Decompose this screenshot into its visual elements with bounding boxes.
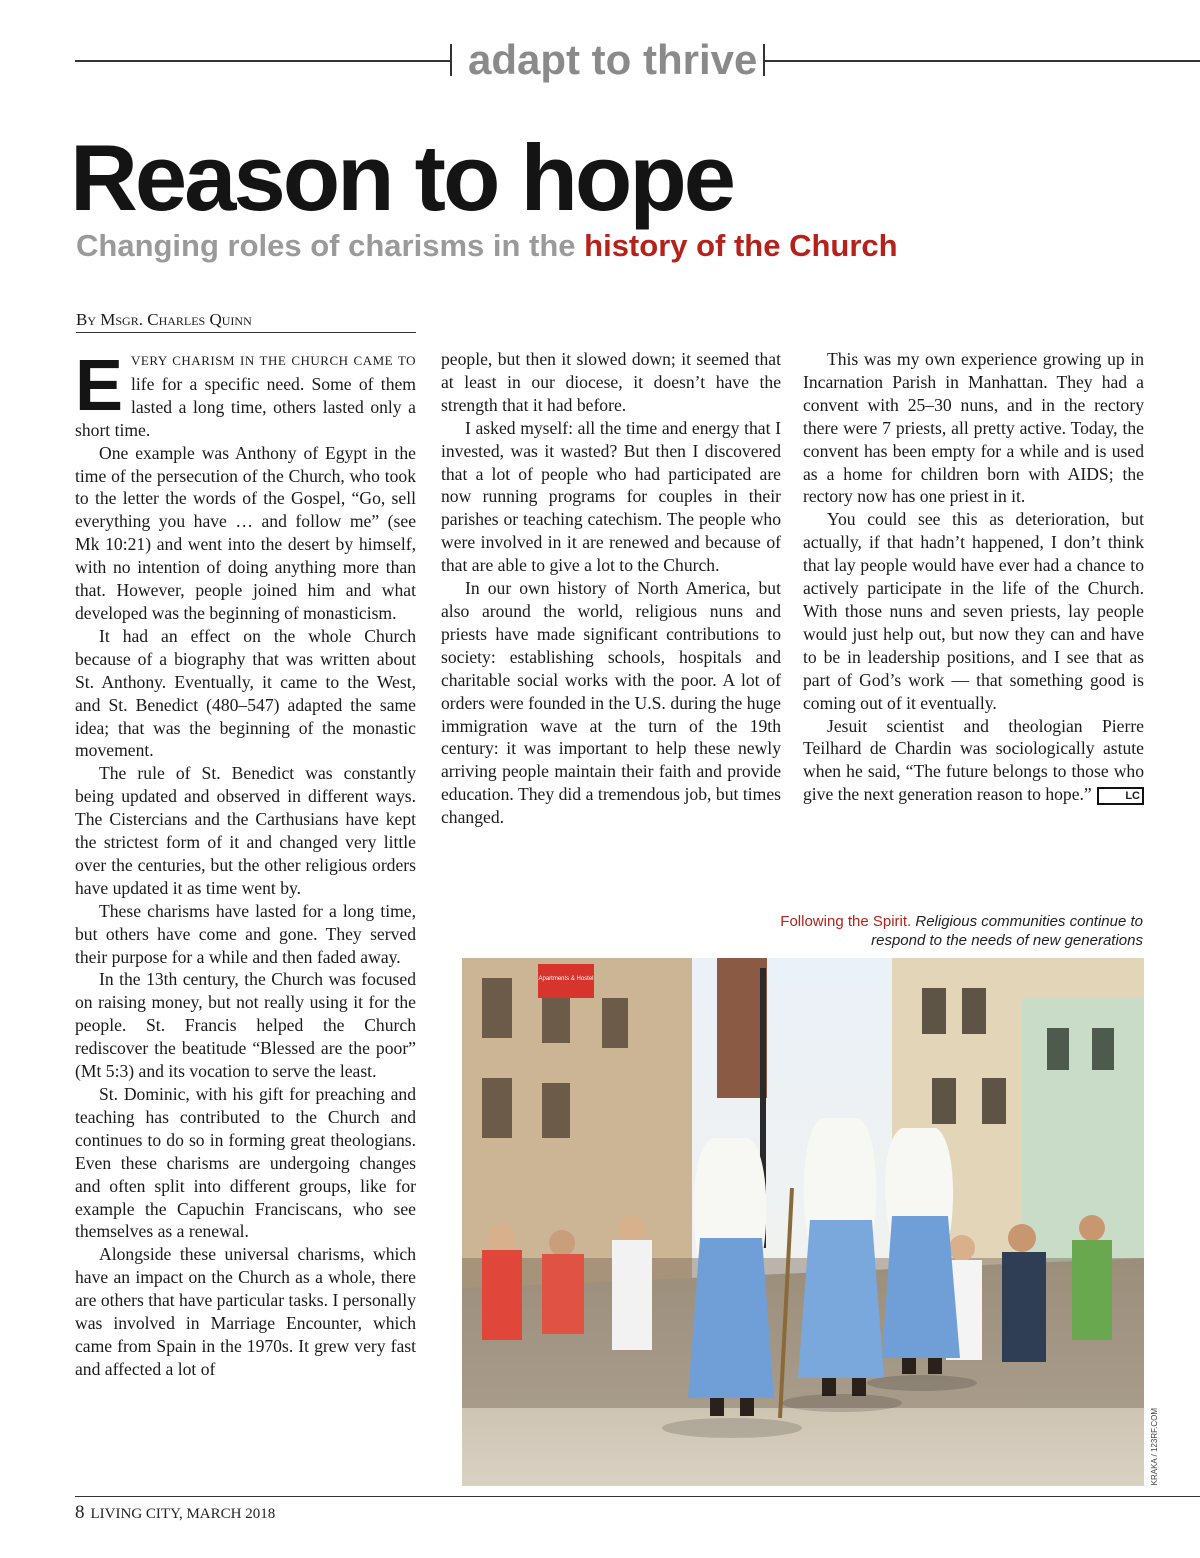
byline	[76, 310, 416, 333]
photo-credit: KRAKA / 123RF.COM	[1150, 1408, 1159, 1486]
church-tower	[717, 958, 767, 1098]
footer-rule	[75, 1496, 1200, 1497]
window	[932, 1078, 956, 1124]
window	[1047, 1028, 1069, 1070]
subhead	[76, 228, 898, 264]
nun-figure	[798, 1118, 884, 1396]
lead-small-caps: VERY CHARISM IN THE CHURCH CAME TO	[131, 353, 416, 368]
window	[482, 978, 512, 1038]
article-column-2	[441, 348, 781, 829]
paragraph-final	[803, 715, 1144, 807]
section-label: adapt to thrive	[468, 36, 758, 83]
person-backpack	[482, 1250, 522, 1340]
window	[982, 1078, 1006, 1124]
paragraph: Alongside these universal charisms, which have an impact on the Church as a whole, there are others that have particular tasks. I personally was involved in Marriage Encounter, which came from Spain in the 1970s. It grew very fast and affected a lot of	[75, 1244, 416, 1379]
final-text: Jesuit scientist and theologian Pierre Teilhard de Chardin was sociologically astute when he said, “The future belongs to those who give the next generation reason to hope.”	[803, 715, 1144, 805]
person-shirt	[1072, 1240, 1112, 1340]
article-column-3	[803, 348, 1144, 806]
paragraph: In our own history of North America, but also around the world, religious nuns and priests have made significant contributions to society: establishing schools, hospitals and charitable social works with the poor. A lot of orders were founded in the U.S. during the huge immigration wave at the turn of the 19th century: it was important to help these newly arriving people maintain their faith and provide education. They did a tremendous job, but times changed.	[441, 578, 781, 828]
paragraph: The rule of St. Benedict was constantly being updated and observed in different ways. The Cistercians and the Carthusians have kept the strictest form of it and changed very little over the centuries, but the other religious orders have updated it as time went by.	[75, 763, 416, 898]
window	[962, 988, 986, 1034]
paragraph: These charisms have lasted for a long time, but others have come and gone. They served their purpose for a while and then faded away.	[75, 900, 416, 967]
publication-info: LIVING CITY, MARCH 2018	[90, 1506, 276, 1522]
person-head	[549, 1230, 575, 1256]
paragraph: You could see this as deterioration, but actually, if that hadn’t happened, I don’t think that lay people would have ever had a chance to actively participate in the life of the Church. With those nuns and seven priests, lay people would just help out, but now they can and have to be in leadership positions, and I see that as part of God’s work — that something good is coming out of it eventually.	[803, 509, 1144, 713]
article-column-1	[75, 348, 416, 1381]
nun-figure	[688, 1138, 774, 1416]
end-mark-logo: LC	[1097, 787, 1144, 805]
caption-lead: Following the Spirit.	[780, 913, 912, 930]
window	[482, 1078, 512, 1138]
byline-author: Msgr. Charles Quinn	[100, 310, 252, 329]
nun-figure	[882, 1128, 960, 1374]
article-photo	[462, 958, 1144, 1486]
section-rule-left	[75, 60, 450, 62]
page-footer	[75, 1502, 275, 1524]
person-head	[488, 1224, 516, 1252]
subhead-accent: history of the Church	[584, 228, 898, 263]
page-number: 8	[75, 1502, 85, 1523]
article-lead-paragraph	[75, 348, 416, 442]
lead-text: life for a specific need. Some of them lasted a long time, others lasted only a short time.	[75, 373, 416, 440]
section-rule-right	[763, 60, 1200, 62]
paragraph: St. Dominic, with his gift for preaching and teaching has contributed to the Church and continues to do so in forming great theologians. Even these charisms are undergoing changes and often split into different groups, like for example the Capuchin Franciscans, who see themselves as a renewal.	[75, 1084, 416, 1242]
window	[922, 988, 946, 1034]
person-backpack	[542, 1254, 584, 1334]
window	[602, 998, 628, 1048]
person-head	[619, 1215, 645, 1241]
caption-body: Religious communities continue to respond to the needs of new generations	[871, 913, 1143, 949]
hostel-sign-text: Apartments & Hostel	[538, 976, 594, 982]
byline-prefix: By	[76, 310, 101, 329]
paragraph: In the 13th century, the Church was focused on raising money, but not really using it for the people. St. Francis helped the Church rediscover the beatitude “Blessed are the poor” (Mt 5:3) and its vocation to serve the least.	[75, 969, 416, 1082]
drop-cap: E	[75, 346, 124, 426]
person-head	[949, 1235, 975, 1261]
paragraph: This was my own experience growing up in Incarnation Parish in Manhattan. They had a convent with 25–30 nuns, and in the rectory there were 7 priests, all pretty active. Today, the convent has been empty for a while and is used as a home for children born with AIDS; the rectory now has one priest in it.	[803, 349, 1144, 507]
paragraph: It had an effect on the whole Church because of a biography that was written about St. Anthony. Eventually, it came to the West, and St. Benedict (480–547) adapted the same idea; that was the beginning of the monastic movement.	[75, 625, 416, 761]
paragraph: I asked myself: all the time and energy that I invested, was it wasted? But then I discovered that a lot of people who had participated are now running programs for couples in their parishes or teaching catechism. The people who were involved in it are renewed and because of that are able to give a lot to the Church.	[441, 417, 781, 576]
subhead-lead: Changing roles of charisms in the	[76, 228, 585, 263]
street-scene-illustration	[462, 958, 1144, 1486]
paragraph: One example was Anthony of Egypt in the time of the persecution of the Church, who took to the letter the words of the Gospel, “Go, sell everything you have … and follow me” (see Mk 10:21) and went into the desert by himself, with no intention of doing anything more than that. However, people joined him and what developed was the beginning of monasticism.	[75, 442, 416, 623]
headline: Reason to hope	[70, 125, 734, 230]
window	[1092, 1028, 1114, 1070]
person-shirt	[1002, 1252, 1046, 1362]
section-tick-left	[450, 44, 452, 76]
person-shirt	[612, 1240, 652, 1350]
person-head	[1008, 1224, 1036, 1252]
window	[542, 1083, 570, 1138]
paragraph-continued: people, but then it slowed down; it seemed that at least in our diocese, it doesn’t have the strength that it had before.	[441, 349, 781, 415]
person-head	[1079, 1215, 1105, 1241]
photo-caption	[723, 912, 1143, 950]
